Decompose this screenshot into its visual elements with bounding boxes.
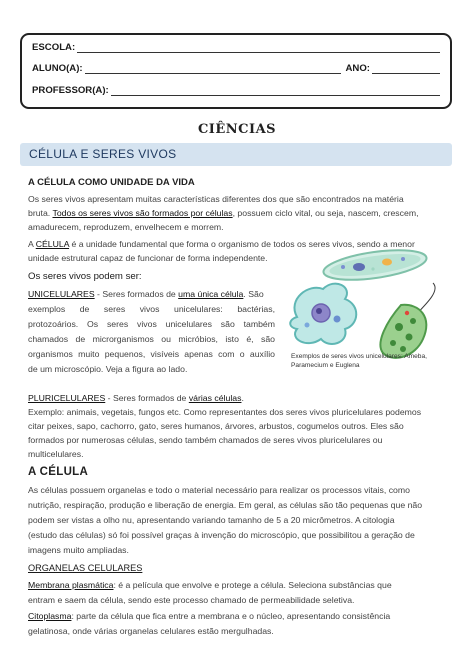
teacher-label: PROFESSOR(A): [32, 85, 109, 96]
paragraph-line: A CÉLULA é a unidade fundamental que forma o organismo de todos os seres vivos, sendo a menor [28, 239, 415, 249]
student-line[interactable] [85, 64, 342, 74]
amoeba-drawing [290, 284, 356, 344]
euglena-drawing [380, 283, 435, 358]
paragraph-line: amadurecem, reproduzem, envelhecem e morrem. [28, 222, 224, 232]
subsection-title-living-beings: Os seres vivos podem ser: [28, 271, 142, 282]
paragraph-line: chamados de microrganismos ou micróbios, isto é, são [28, 334, 275, 344]
key-term-unicellular: UNICELULARES [28, 289, 95, 299]
paragraph-line: entram e saem da célula, sendo este processo chamado de permeabilidade seletiva. [28, 595, 355, 605]
paragraph-line: (estudo das células) só foi possível graças à invenção do microscópio, que possibilitou a geração de [28, 530, 415, 540]
unicellular-organisms-illustration [283, 243, 455, 367]
paragraph-line: nutrição, respiração, produção e liberação de energia. Em geral, as células são tão pequenas que não [28, 500, 423, 510]
paragraph-line: Membrana plasmática: é a película que envolve e protege a célula. Seleciona substâncias que [28, 580, 392, 590]
paragraph-line: protozoários. Os seres vivos unicelulares são também [28, 319, 275, 329]
paragraph-line: podem ser vistas a olho nu, apresentando variando tamanho de 5 a 20 micrômetros. A citologia [28, 515, 395, 525]
subsection-title-organelles: ORGANELAS CELULARES [28, 563, 143, 573]
paragraph-line: Citoplasma: parte da célula que fica entre a membrana e o núcleo, apresentando consistência [28, 611, 391, 621]
student-row [32, 63, 440, 74]
student-info-box [20, 33, 452, 109]
section-heading-unit-of-life: A CÉLULA COMO UNIDADE DA VIDA [28, 177, 195, 188]
paragraph-line: de um microscópio. Veja a figura ao lado. [28, 364, 188, 374]
figure-caption: Exemplos de seres vivos unicelulares: Ameba, Paramecium e Euglena [291, 353, 427, 369]
paragraph-line: unidade estrutural capaz de funcionar de forma independente. [28, 253, 268, 263]
paragraph-line: As células possuem organelas e todo o material necessário para realizar os processos vitais, como [28, 485, 410, 495]
key-term-cytoplasm: Citoplasma [28, 611, 72, 621]
paragraph-line: Exemplo: animais, vegetais, fungos etc. Como representantes dos seres vivos pluricelulares podemos [28, 407, 422, 417]
student-label: ALUNO(A): [32, 63, 83, 74]
paragraph-line: organismos muito pequenos, visíveis apenas com o auxílio [28, 349, 275, 359]
paragraph-line: UNICELULARES - Seres formados de uma única célula. São [28, 289, 264, 299]
school-label: ESCOLA: [32, 42, 76, 53]
key-phrase: uma única célula [178, 289, 244, 299]
paragraph-line: multicelulares. [28, 449, 84, 459]
paragraph-line: exemplos de seres vivos unicelulares: bactérias, [28, 304, 275, 314]
year-label: ANO: [345, 63, 370, 74]
paragraph-line: bruta. Todos os seres vivos são formados por células, possuem ciclo vital, ou seja, nascem, crescem, [28, 208, 419, 218]
section-heading-the-cell: A CÉLULA [28, 466, 89, 478]
key-phrase: várias células [188, 393, 242, 403]
paragraph-line: Os seres vivos apresentam muitas características diferentes dos que são encontrados na matéria [28, 194, 404, 204]
key-term-multicellular: PLURICELULARES [28, 393, 106, 403]
key-term-plasma-membrane: Membrana plasmática [28, 580, 114, 590]
school-line[interactable] [77, 43, 440, 53]
key-term-cell: CÉLULA [35, 239, 70, 249]
teacher-row [32, 85, 440, 96]
paragraph-line: formados por numerosas células, sendo também chamados de seres vivos pluricelulares ou [28, 435, 383, 445]
key-phrase: Todos os seres vivos são formados por células [52, 208, 233, 218]
paragraph-line: PLURICELULARES - Seres formados de várias células. [28, 393, 244, 403]
paragraph-line: gelatinosa, onde várias organelas celulares estão mergulhadas. [28, 626, 274, 636]
paragraph-line: imagens muito ampliadas. [28, 545, 129, 555]
topic-banner-text: CÉLULA E SERES VIVOS [29, 147, 177, 161]
school-row [32, 42, 440, 53]
teacher-line[interactable] [111, 86, 440, 96]
topic-banner [20, 143, 452, 166]
year-line[interactable] [372, 64, 440, 74]
paramecium-drawing [322, 245, 429, 285]
paragraph-line: citar peixes, sapo, cachorro, gato, seres humanos, árvores, arbustos, cogumelos outros. Eles são [28, 421, 404, 431]
subject-title: CIÊNCIAS [197, 122, 277, 137]
